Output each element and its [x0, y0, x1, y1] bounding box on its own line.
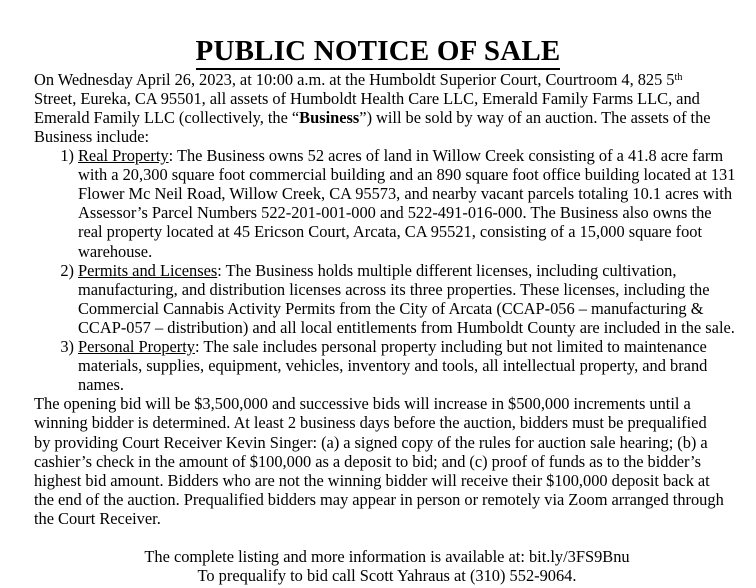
list-item-heading: Permits and Licenses — [78, 260, 218, 280]
list-item-heading: Real Property — [78, 146, 169, 166]
list-item — [52, 261, 740, 337]
list-item-text: : The sale includes personal property including but not limited to maintenance materials, supplies, equipment, vehicles, inventory and tools, all intellectual property, and brand names. — [78, 337, 708, 395]
page-title — [0, 0, 756, 70]
list-item-heading: Personal Property — [78, 337, 195, 357]
list-item-marker: 3) — [60, 337, 74, 357]
list-item-text: : The Business owns 52 acres of land in Willow Creek consisting of a 41.8 acre farm with a 20,300 square foot commercial building and an 890 square foot office building located at 131 Flower Mc Neil Road, Willow Creek, CA 95573, and nearby vacant parcels totaling 10.1 acres with Assessor’s Parcel Numbers 522-201-001-000 and 522-491-016-000. The Business also owns the real property located at 45 Ericson Court, Arcata, CA 95521, consisting of a 15,000 square foot warehouse. — [78, 146, 736, 261]
closing-block — [34, 547, 740, 586]
list-item-marker: 1) — [60, 146, 74, 166]
contact-info-line: To prequalify to bid call Scott Yahraus at (310) 552-9064. — [197, 566, 577, 586]
list-item — [52, 146, 740, 261]
bidding-terms-paragraph: The opening bid will be $3,500,000 and successive bids will increase in $500,000 increments until a winning bidder is determined. At least 2 business days before the auction, bidders must be prequalified by providing Court Receiver Kevin Singer: (a) a signed copy of the rules for auction sale hearing; (b) a cashier’s check in the amount of $100,000 as a deposit to bid; and (c) proof of funds as to the bidder’s highest bid amount. Bidders who are not the winning bidder will receive their $100,000 deposit back at the end of the auction. Prequalified bidders may appear in person or remotely via Zoom arranged through the Court Receiver. — [34, 394, 724, 528]
intro-text-part2: Street, Eureka, CA 95501, all assets of Humboldt Health Care LLC, Emerald Family Farms LLC, and Emerald Family LLC (collectively, the “ — [34, 88, 700, 127]
list-item-text: : The Business holds multiple different licenses, including cultivation, manufacturing, and distribution licenses across its three properties. These licenses, including the Commercial Cannabis Activity Permits from the City of Arcata (CCAP-056 – manufacturing & CCAP-057 – distribution) and all local entitlements from Humboldt County are included in the sale. — [78, 260, 735, 337]
list-item-marker: 2) — [60, 260, 74, 280]
list-item — [52, 337, 740, 394]
intro-paragraph — [34, 70, 740, 146]
listing-info-line: The complete listing and more information is available at: bit.ly/3FS9Bnu — [144, 546, 630, 566]
intro-text-part3: ”) will be sold by way of an auction. The assets of the Business include: — [34, 107, 711, 147]
intro-text-part1: On Wednesday April 26, 2023, at 10:00 a.m. at the Humboldt Superior Court, Courtroom 4, 825 5 — [34, 69, 675, 89]
asset-list — [34, 146, 740, 394]
page-title-text: PUBLIC NOTICE OF SALE — [196, 36, 561, 70]
defined-term-business: Business — [299, 107, 360, 127]
document-body — [0, 70, 756, 586]
ordinal-suffix: th — [674, 71, 683, 83]
